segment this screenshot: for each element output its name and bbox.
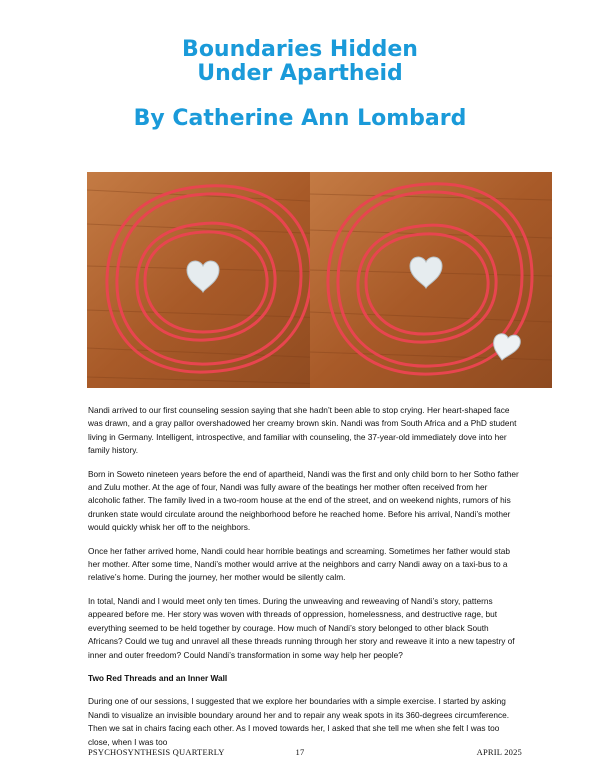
- paragraph: Nandi arrived to our first counseling session saying that she hadn’t been able to stop crying. Her heart-shaped face was drawn, and a gray pallor overshadowed her creamy brown skin. Nandi was from South Africa and a PhD student living in Germany. Intelligent, introspective, and familiar with counseling, the 37-year-old immediately dove into her family history.: [88, 405, 517, 456]
- paragraph: Once her father arrived home, Nandi could hear horrible beatings and screaming. Sometimes her father would stab her mother. After some time, Nandi’s mother would arrive at the neighbors and carry Nandi away on a taxi-bus to a relative’s home. During the journey, her mother would be silently calm.: [88, 545, 510, 583]
- section-heading: Two Red Threads and an Inner Wall: [88, 672, 228, 683]
- photo-threads-one-heart: [87, 172, 329, 388]
- article-body: [88, 404, 520, 759]
- paragraph: In total, Nandi and I would meet only ten times. During the unweaving and reweaving of Nandi’s story, patterns appeared before me. Her story was woven with threads of oppression, homelessness, and destructive rage, but everything seemed to be held together by courage. How much of Nandi’s story belonged to other black South Africans? Could we tug and unravel all these threads running through her story and reweave it into a new tapestry of inner and outer freedom? Could Nandi’s transformation in some way help her people?: [88, 595, 515, 660]
- footer-page-number: 17: [295, 747, 305, 757]
- paragraph: Born in Soweto nineteen years before the end of apartheid, Nandi was the first and only child born to her Sotho father and Zulu mother. At the age of four, Nandi was fully aware of the beatings her mother often received from her alcoholic father. The family lived in a two-room house at the end of the street, and on weekend nights, rumors of his drunken state would circulate around the neighborhood before he reached home. Before his arrival, Nandi’s mother would quickly whisk her off to the neighbors.: [88, 468, 519, 533]
- article-title-line-2: Under Apartheid: [197, 61, 403, 86]
- photo-threads-two-hearts: [310, 172, 552, 388]
- footer-date: APRIL 2025: [476, 747, 522, 757]
- byline: By Catherine Ann Lombard: [133, 106, 467, 131]
- article-title-line-1: Boundaries Hidden: [182, 37, 418, 62]
- footer-journal: PSYCHOSYNTHESIS QUARTERLY: [88, 747, 225, 757]
- paragraph: During one of our sessions, I suggested that we explore her boundaries with a simple exercise. I started by asking Nandi to visualize an invisible boundary around her and to repair any weak spots in its 360-degrees circumference. Then we sat in chairs facing each other. As I moved towards her, I asked that she tell me when she felt I was too close, when I was too: [88, 696, 510, 747]
